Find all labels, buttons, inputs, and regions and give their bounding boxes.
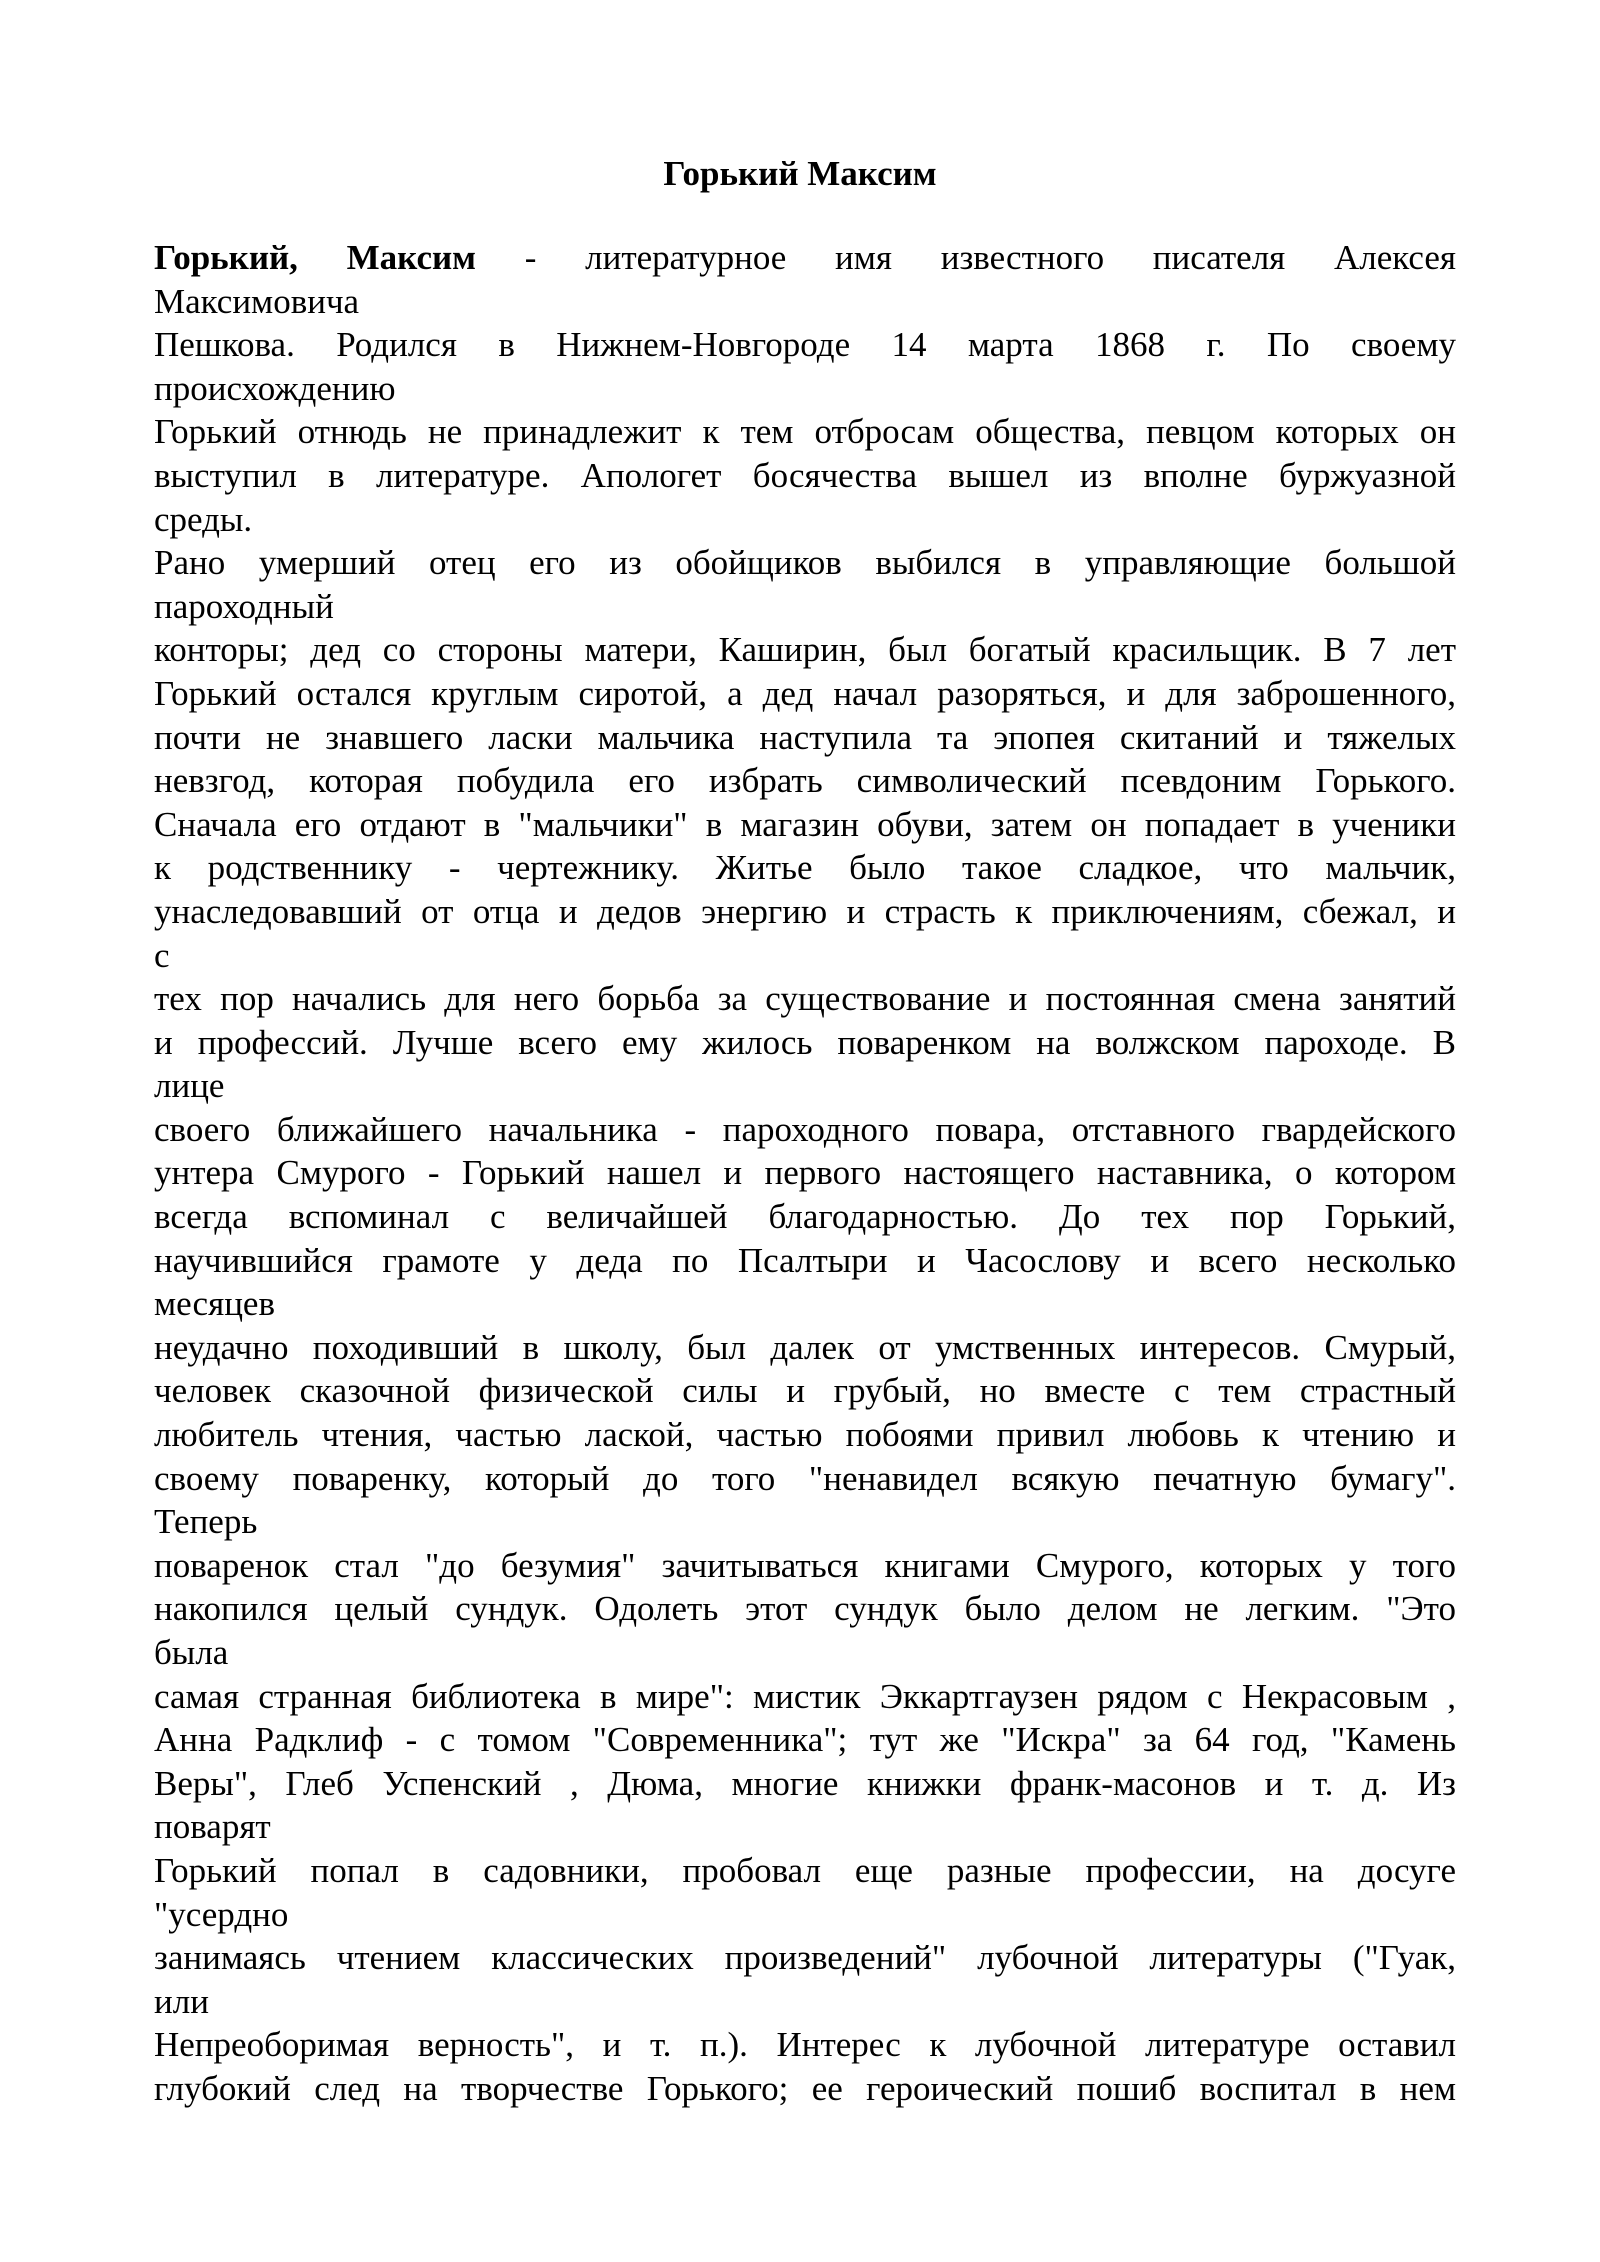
line-text: невзгод, которая побудила его избрать символический псевдоним Горького.: [154, 761, 1456, 801]
text-line: [154, 890, 1456, 934]
text-line: [154, 672, 1456, 716]
line-text: месяцев: [154, 1284, 275, 1324]
line-text: и профессий. Лучше всего ему жилось поваренком на волжском пароходе. В: [154, 1022, 1456, 1062]
line-text: накопился целый сундук. Одолеть этот сундук было делом не легким. "Это: [154, 1589, 1456, 1629]
line-text: унаследовавший от отца и дедов энергию и страсть к приключениям, сбежал, и: [154, 891, 1456, 931]
line-text: Максимовича: [154, 281, 360, 321]
text-line: [154, 1457, 1456, 1501]
line-text: "усердно: [154, 1894, 289, 1934]
line-text: пароходный: [154, 586, 334, 626]
line-text: тех пор начались для него борьба за существование и постоянная смена занятий: [154, 979, 1456, 1019]
line-text: занимаясь чтением классических произведений" лубочной литературы ("Гуак,: [154, 1938, 1456, 1978]
line-text: среды.: [154, 499, 253, 539]
text-line: [154, 1326, 1456, 1370]
text-line: [154, 236, 1456, 280]
line-text: научившийся грамоте у деда по Псалтыри и Часослову и всего несколько: [154, 1240, 1456, 1280]
text-line: [154, 410, 1456, 454]
text-line: [154, 1936, 1456, 1980]
line-text: конторы; дед со стороны матери, Каширин, был богатый красильщик. В 7 лет: [154, 630, 1456, 670]
line-text: Сначала его отдают в "мальчики" в магазин обуви, затем он попадает в ученики: [154, 804, 1456, 844]
line-text: происхождению: [154, 368, 396, 408]
text-line: [154, 759, 1456, 803]
text-line: [154, 498, 1456, 542]
text-line: [154, 1893, 1456, 1937]
line-text: поваренок стал "до безумия" зачитываться книгами Смурого, которых у того: [154, 1545, 1456, 1585]
text-line: [154, 323, 1456, 367]
line-text: Горький попал в садовники, пробовал еще разные профессии, на досуге: [154, 1850, 1456, 1890]
line-text: поварят: [154, 1807, 271, 1847]
line-text: или: [154, 1981, 209, 2021]
text-line: [154, 454, 1456, 498]
text-line: [154, 1151, 1456, 1195]
line-text: Горький остался круглым сиротой, а дед начал разоряться, и для заброшенного,: [154, 673, 1456, 713]
text-line: [154, 1762, 1456, 1806]
text-line: [154, 1500, 1456, 1544]
line-text: всегда вспоминал с величайшей благодарностью. До тех пор Горький,: [154, 1197, 1456, 1237]
line-text: Непреоборимая верность", и т. п.). Интерес к лубочной литературе оставил: [154, 2025, 1456, 2065]
text-line: [154, 934, 1456, 978]
text-line: [154, 1413, 1456, 1457]
line-text: унтера Смурого - Горький нашел и первого настоящего наставника, о котором: [154, 1153, 1456, 1193]
text-line: [154, 716, 1456, 760]
text-line: [154, 280, 1456, 324]
text-line: [154, 1980, 1456, 2024]
text-line: [154, 803, 1456, 847]
line-text: любитель чтения, частью лаской, частью побоями привил любовь к чтению и: [154, 1415, 1456, 1455]
text-line: [154, 1718, 1456, 1762]
line-text: лице: [154, 1066, 225, 1106]
text-line: [154, 1675, 1456, 1719]
text-line: [154, 1631, 1456, 1675]
line-text: Веры", Глеб Успенский , Дюма, многие книжки франк-масонов и т. д. Из: [154, 1763, 1456, 1803]
text-line: [154, 1239, 1456, 1283]
line-text: выступил в литературе. Апологет босячества вышел из вполне буржуазной: [154, 455, 1456, 495]
text-line: [154, 2067, 1456, 2111]
line-text: - литературное имя известного писателя Алексея: [476, 238, 1456, 277]
text-line: [154, 1587, 1456, 1631]
line-text: глубокий след на творчестве Горького; ее героический пошиб воспитал в нем: [154, 2068, 1456, 2108]
line-text: Рано умерший отец его из обойщиков выбился в управляющие большой: [154, 543, 1456, 583]
text-line: [154, 1021, 1456, 1065]
line-text: к родственнику - чертежнику. Житье было такое сладкое, что мальчик,: [154, 848, 1456, 888]
text-line: [154, 1108, 1456, 1152]
line-text: Пешкова. Родился в Нижнем-Новгороде 14 марта 1868 г. По своему: [154, 325, 1456, 365]
text-line: [154, 1195, 1456, 1239]
line-text: человек сказочной физической силы и грубый, но вместе с тем страстный: [154, 1371, 1456, 1411]
line-text: неудачно походивший в школу, был далек от умственных интересов. Смурый,: [154, 1327, 1456, 1367]
line-text: Анна Радклиф - с томом "Современника"; тут же "Искра" за 64 год, "Камень: [154, 1720, 1456, 1760]
text-line: [154, 2023, 1456, 2067]
text-line: [154, 1544, 1456, 1588]
article-body: [154, 236, 1456, 2111]
line-text: Горький отнюдь не принадлежит к тем отбросам общества, певцом которых он: [154, 412, 1456, 452]
text-line: [154, 1805, 1456, 1849]
line-text: с: [154, 935, 170, 975]
text-line: [154, 846, 1456, 890]
text-line: [154, 541, 1456, 585]
text-line: [154, 1282, 1456, 1326]
text-line: [154, 1369, 1456, 1413]
text-line: [154, 1849, 1456, 1893]
lead-name: Горький, Максим: [154, 238, 477, 277]
text-line: [154, 628, 1456, 672]
text-line: [154, 977, 1456, 1021]
line-text: почти не знавшего ласки мальчика наступила та эпопея скитаний и тяжелых: [154, 717, 1456, 757]
line-text: самая странная библиотека в мире": мистик Эккартгаузен рядом с Некрасовым ,: [154, 1676, 1456, 1716]
text-line: [154, 1064, 1456, 1108]
text-line: [154, 367, 1456, 411]
line-text: была: [154, 1633, 229, 1672]
line-text: своего ближайшего начальника - пароходного повара, отставного гвардейского: [154, 1109, 1456, 1149]
page-title: Горький Максим: [663, 154, 937, 193]
text-line: [154, 585, 1456, 629]
line-text: своему поваренку, который до того "ненавидел всякую печатную бумагу".: [154, 1458, 1456, 1498]
line-text: Теперь: [154, 1502, 258, 1542]
